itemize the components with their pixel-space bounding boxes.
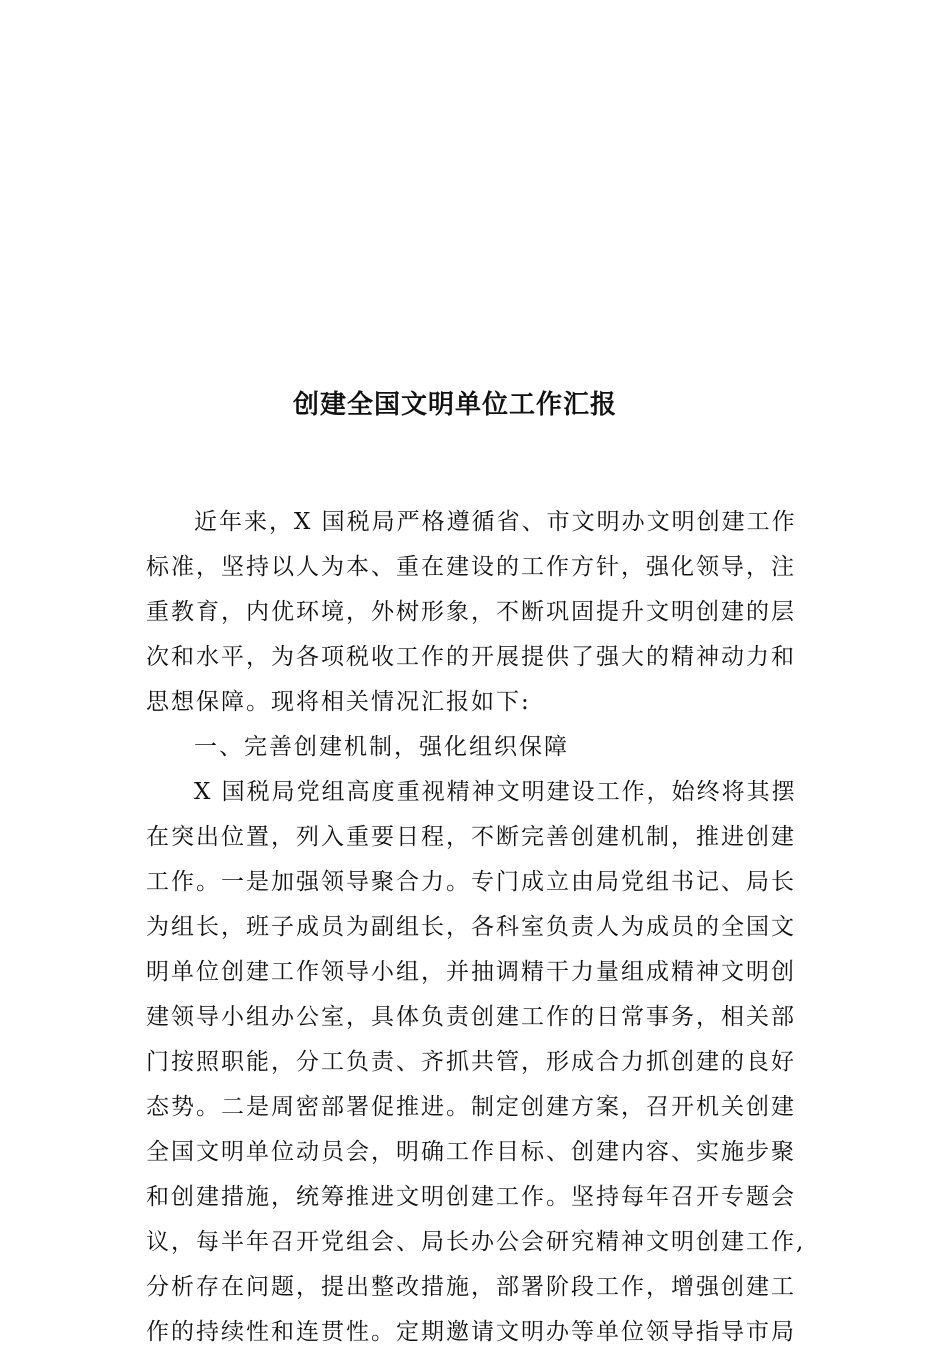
section-heading: 一、完善创建机制，强化组织保障 xyxy=(194,734,569,760)
document-title: 创建全国文明单位工作汇报 xyxy=(292,390,617,420)
paragraph-line: 明单位创建工作领导小组，并抽调精干力量组成精神文明创 xyxy=(146,959,796,985)
paragraph-line: 建领导小组办公室，具体负责创建工作的日常事务，相关部 xyxy=(146,1004,796,1030)
paragraph-line: 作的持续性和连贯性。定期邀请文明办等单位领导指导市局 xyxy=(146,1319,796,1345)
paragraph-line: 标准，坚持以人为本、重在建设的工作方针，强化领导，注 xyxy=(146,554,796,580)
paragraph-line: 为组长，班子成员为副组长，各科室负责人为成员的全国文 xyxy=(146,914,796,940)
paragraph-line: 重教育，内优环境，外树形象，不断巩固提升文明创建的层 xyxy=(146,599,796,625)
paragraph-line: 近年来，X 国税局严格遵循省、市文明办文明创建工作 xyxy=(194,509,797,535)
paragraph-line: 门按照职能，分工负责、齐抓共管，形成合力抓创建的良好 xyxy=(146,1049,796,1075)
paragraph-line: 和创建措施，统筹推进文明创建工作。坚持每年召开专题会 xyxy=(146,1184,796,1210)
paragraph-line: 工作。一是加强领导聚合力。专门成立由局党组书记、局长 xyxy=(146,869,796,895)
paragraph-line: 议，每半年召开党组会、局长办公会研究精神文明创建工作, xyxy=(146,1229,806,1255)
paragraph-line: 思想保障。现将相关情况汇报如下: xyxy=(146,689,531,715)
paragraph-line: 分析存在问题，提出整改措施，部署阶段工作，增强创建工 xyxy=(146,1274,796,1300)
document-body xyxy=(146,500,826,1355)
paragraph-line: X 国税局党组高度重视精神文明建设工作，始终将其摆 xyxy=(194,779,797,805)
paragraph-line: 态势。二是周密部署促推进。制定创建方案，召开机关创建 xyxy=(146,1094,796,1120)
paragraph-line: 次和水平，为各项税收工作的开展提供了强大的精神动力和 xyxy=(146,644,796,670)
paragraph-line: 全国文明单位动员会，明确工作目标、创建内容、实施步聚 xyxy=(146,1139,796,1165)
paragraph-line: 在突出位置，列入重要日程，不断完善创建机制，推进创建 xyxy=(146,824,796,850)
